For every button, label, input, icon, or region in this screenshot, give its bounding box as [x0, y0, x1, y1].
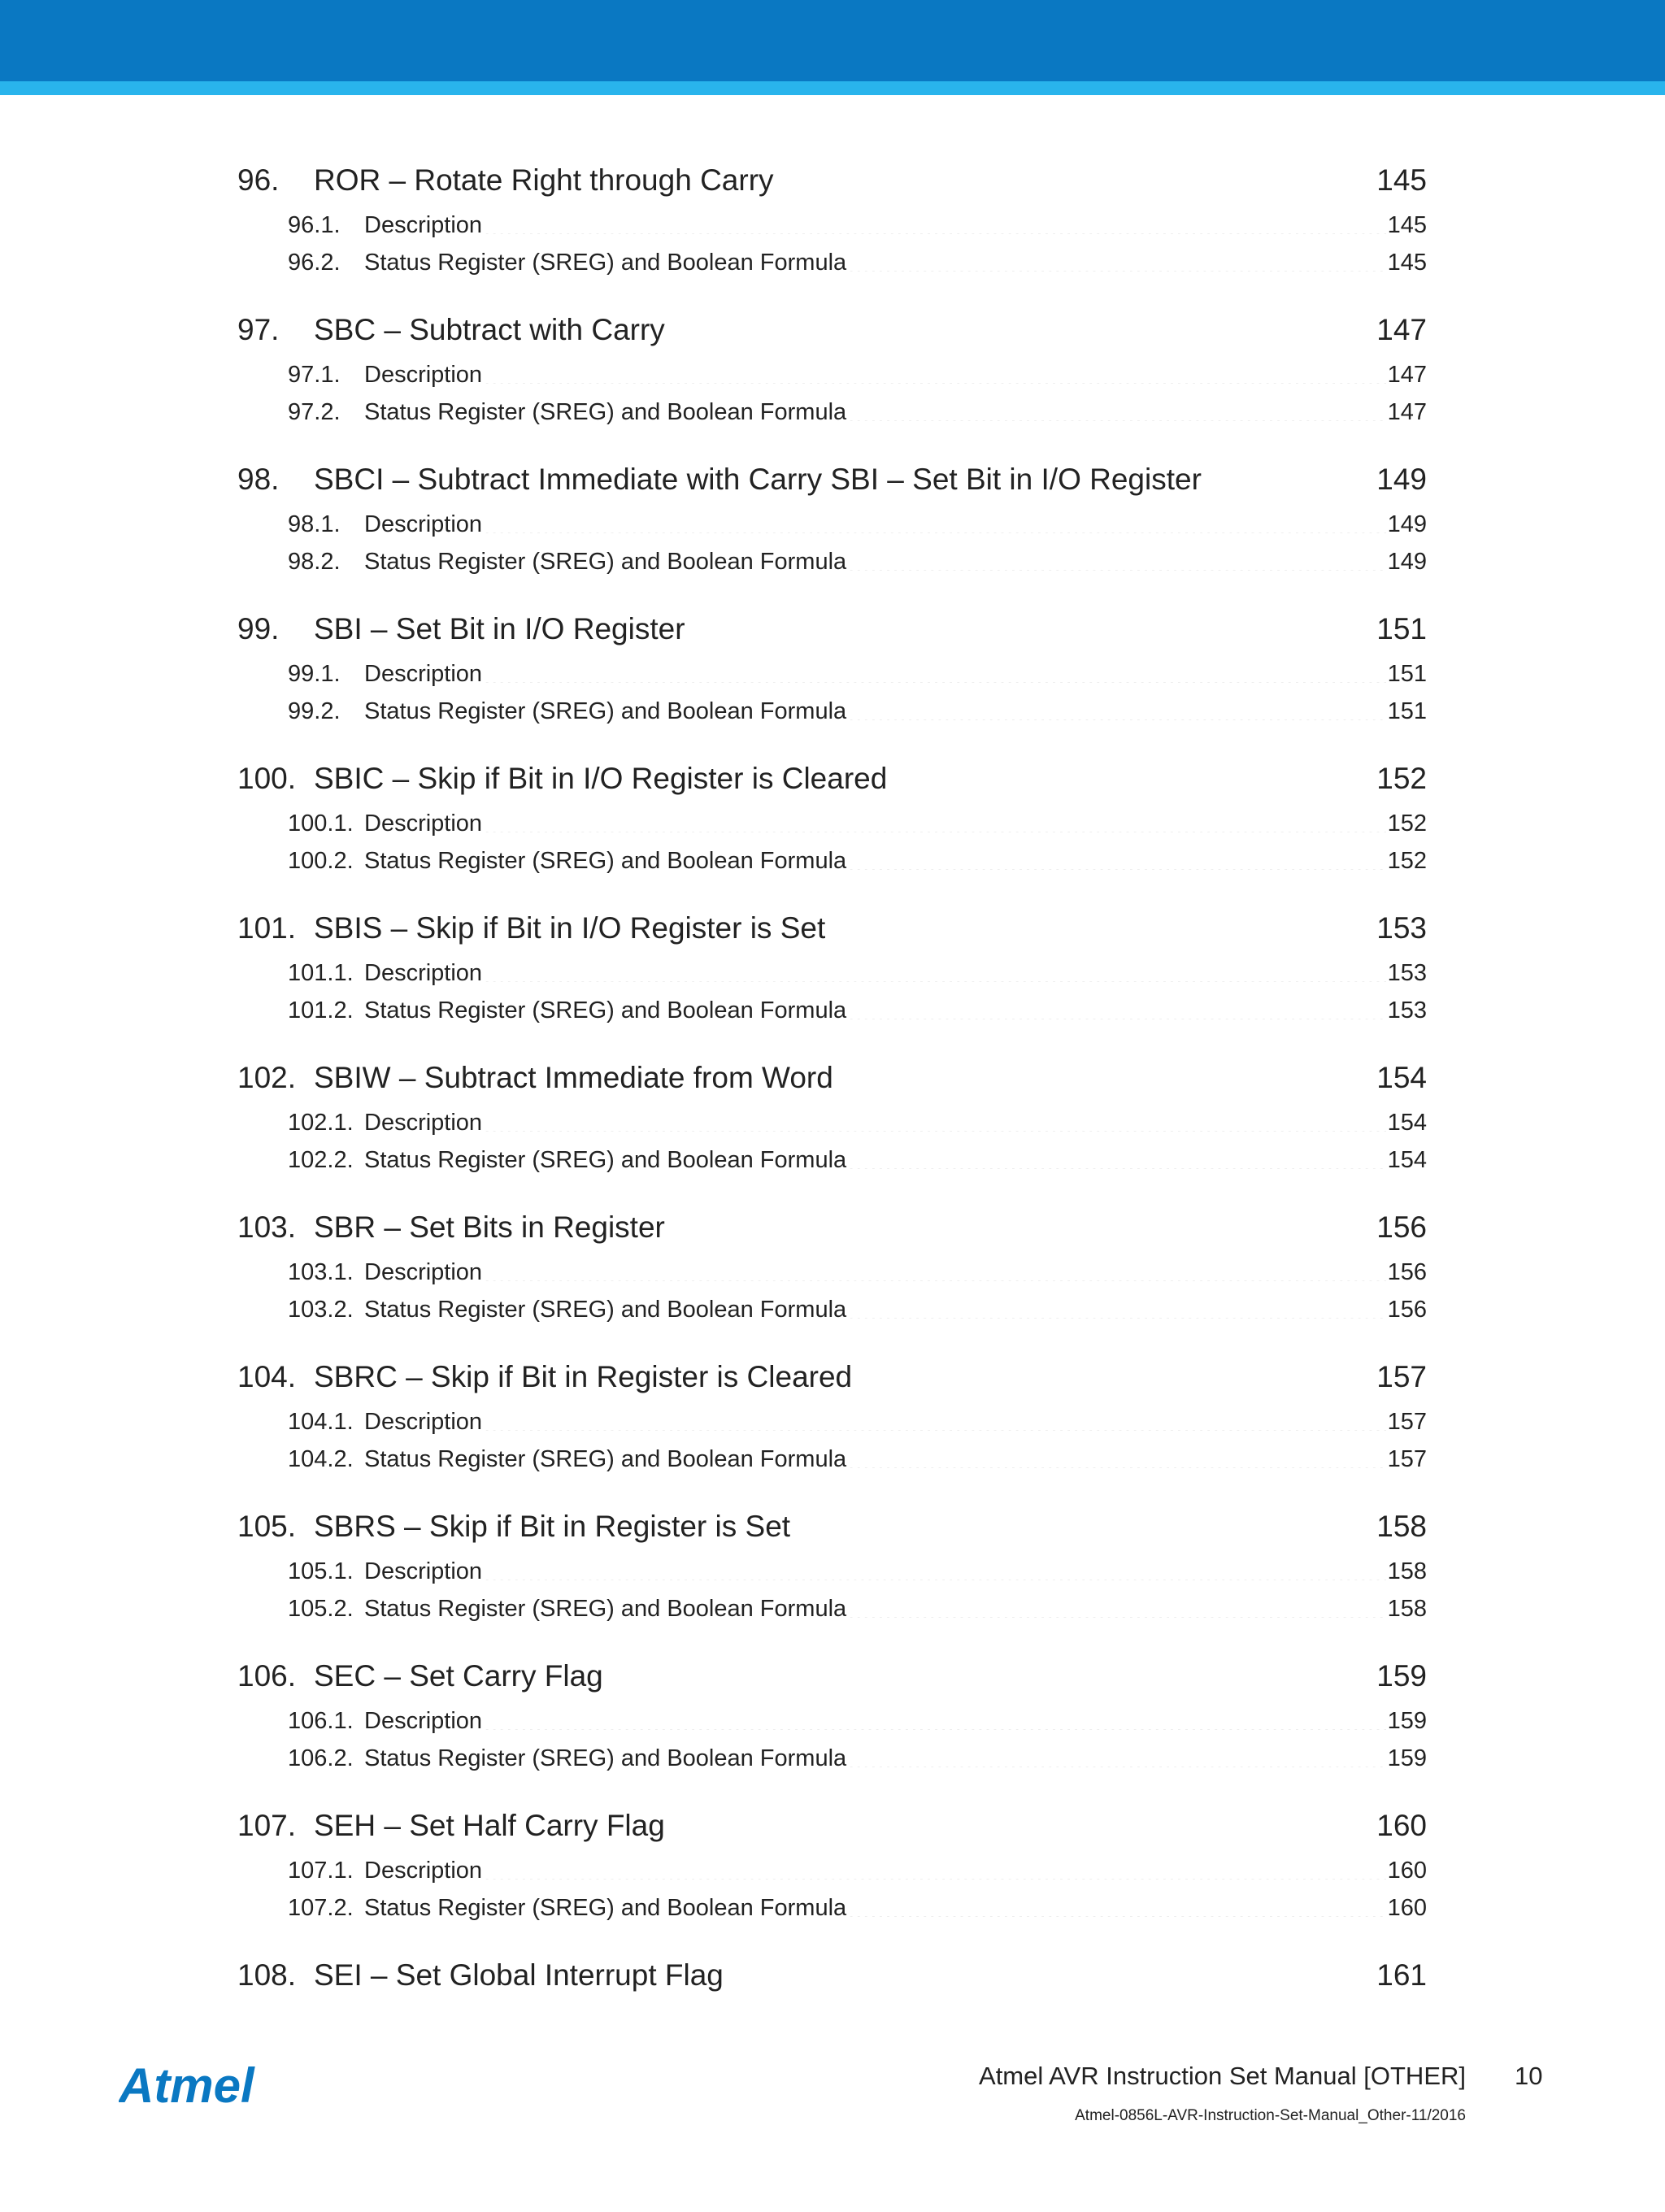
toc-entry-title: SBRC – Skip if Bit in Register is Cleared: [314, 1360, 853, 1393]
toc-entry[interactable]: [237, 902, 1427, 954]
toc-subentry-number: 98.1.: [288, 511, 341, 537]
toc-subentry-title: Status Register (SREG) and Boolean Formula: [364, 1446, 847, 1472]
toc-entry-title: SEI – Set Global Interrupt Flag: [314, 1958, 724, 1992]
dot-leader: [848, 1295, 1385, 1319]
dot-leader: [484, 1706, 1386, 1730]
toc-subentry[interactable]: [237, 543, 1427, 580]
toc-subentry-number: 103.2.: [288, 1297, 354, 1323]
toc-subentry[interactable]: [237, 693, 1427, 730]
toc-subentry-number: 98.2.: [288, 549, 341, 575]
toc-section: [237, 304, 1427, 454]
toc-subentry-number: 102.1.: [288, 1110, 354, 1136]
toc-entry[interactable]: [237, 603, 1427, 655]
dot-leader: [848, 1594, 1385, 1618]
dot-leader: [848, 1445, 1385, 1468]
toc-subentry-number: 107.1.: [288, 1858, 354, 1884]
toc-entry-number: 103.: [237, 1210, 297, 1244]
toc-subentry-title: Description: [364, 810, 483, 837]
toc-subentry[interactable]: [237, 1141, 1427, 1179]
toc-subentry-page: 145: [1387, 212, 1427, 238]
toc-entry-title: SEC – Set Carry Flag: [314, 1659, 603, 1693]
dot-leader: [725, 1957, 1375, 1987]
toc-subentry-number: 106.1.: [288, 1708, 354, 1734]
dot-leader: [792, 1508, 1375, 1538]
toc-entry-page: 158: [1376, 1510, 1427, 1543]
toc-subentry[interactable]: [237, 1852, 1427, 1889]
toc-subentry-title: Status Register (SREG) and Boolean Formula: [364, 997, 847, 1023]
toc-entry-number: 106.: [237, 1659, 297, 1693]
toc-subentry-title: Description: [364, 1409, 483, 1435]
header-stripe: [0, 81, 1665, 95]
toc-subentry[interactable]: [237, 206, 1427, 244]
toc-section: [237, 1052, 1427, 1202]
dot-leader: [484, 1407, 1386, 1431]
dot-leader: [854, 1358, 1375, 1388]
toc-entry[interactable]: [237, 1949, 1427, 2001]
toc-entry-title: ROR – Rotate Right through Carry: [314, 163, 774, 197]
toc-entry[interactable]: [237, 304, 1427, 356]
toc-entry-page: 161: [1376, 1958, 1427, 1992]
toc-subentry-page: 151: [1387, 698, 1427, 724]
toc-entry-page: 159: [1376, 1659, 1427, 1693]
dot-leader: [484, 211, 1386, 234]
toc-subentry[interactable]: [237, 1254, 1427, 1291]
toc-subentry-title: Description: [364, 362, 483, 388]
toc-subentry-number: 99.2.: [288, 698, 341, 724]
toc-subentry-page: 147: [1387, 362, 1427, 388]
toc-subentry[interactable]: [237, 805, 1427, 842]
toc-subentry-title: Status Register (SREG) and Boolean Formula: [364, 698, 847, 724]
toc-subentry-title: Description: [364, 511, 483, 537]
toc-subentry-page: 157: [1387, 1409, 1427, 1435]
toc-subentry-title: Status Register (SREG) and Boolean Formula: [364, 848, 847, 874]
dot-leader: [827, 910, 1375, 940]
toc-subentry-page: 151: [1387, 661, 1427, 687]
document-id: Atmel-0856L-AVR-Instruction-Set-Manual_Other-11/2016: [1075, 2107, 1466, 2124]
toc-subentry-page: 153: [1387, 960, 1427, 986]
toc-subentry-page: 159: [1387, 1745, 1427, 1771]
toc-subentry[interactable]: [237, 1590, 1427, 1627]
toc-entry-page: 156: [1376, 1210, 1427, 1244]
toc-entry-page: 157: [1376, 1360, 1427, 1393]
toc-entry-number: 105.: [237, 1510, 297, 1543]
toc-subentry-number: 97.1.: [288, 362, 341, 388]
toc-subentry[interactable]: [237, 1553, 1427, 1590]
toc-entry[interactable]: [237, 1052, 1427, 1104]
toc-subentry[interactable]: [237, 655, 1427, 693]
dot-leader: [848, 1145, 1385, 1169]
toc-subentry-title: Description: [364, 960, 483, 986]
toc-subentry[interactable]: [237, 1740, 1427, 1777]
toc-subentry-page: 152: [1387, 848, 1427, 874]
toc-subentry-page: 149: [1387, 511, 1427, 537]
toc-entry[interactable]: [237, 1501, 1427, 1553]
toc-subentry[interactable]: [237, 954, 1427, 992]
toc-entry-number: 98.: [237, 463, 280, 496]
dot-leader: [848, 398, 1385, 421]
dot-leader: [484, 360, 1386, 384]
toc-entry-title: SEH – Set Half Carry Flag: [314, 1809, 665, 1842]
toc-subentry[interactable]: [237, 1403, 1427, 1441]
toc-subentry[interactable]: [237, 992, 1427, 1029]
toc-entry-page: 160: [1376, 1809, 1427, 1842]
dot-leader: [848, 1893, 1385, 1917]
toc-subentry-title: Description: [364, 1708, 483, 1734]
toc-subentry[interactable]: [237, 1104, 1427, 1141]
toc-entry-title: SBI – Set Bit in I/O Register: [314, 612, 685, 645]
toc-subentry-page: 160: [1387, 1895, 1427, 1921]
toc-entry-title: SBC – Subtract with Carry: [314, 313, 665, 346]
toc-subentry-number: 105.1.: [288, 1558, 354, 1584]
toc-subentry-title: Description: [364, 661, 483, 687]
toc-subentry-number: 97.2.: [288, 399, 341, 425]
toc-section: [237, 154, 1427, 304]
toc-subentry-page: 152: [1387, 810, 1427, 837]
dot-leader: [484, 1856, 1386, 1880]
toc-subentry[interactable]: [237, 1889, 1427, 1927]
toc-entry-page: 152: [1376, 762, 1427, 795]
toc-subentry-number: 104.1.: [288, 1409, 354, 1435]
toc-entry[interactable]: [237, 154, 1427, 206]
toc-entry[interactable]: [237, 1650, 1427, 1702]
toc-entry[interactable]: [237, 1351, 1427, 1403]
dot-leader: [484, 510, 1386, 533]
toc-section: [237, 1202, 1427, 1351]
toc-subentry-number: 96.1.: [288, 212, 341, 238]
toc-subentry-title: Status Register (SREG) and Boolean Formula: [364, 1745, 847, 1771]
header-band: [0, 0, 1665, 81]
dot-leader: [667, 1209, 1375, 1239]
toc-entry-title: SBRS – Skip if Bit in Register is Set: [314, 1510, 791, 1543]
dot-leader: [848, 1744, 1385, 1767]
toc-entry[interactable]: [237, 454, 1427, 506]
toc-subentry-number: 104.2.: [288, 1446, 354, 1472]
toc-subentry-page: 149: [1387, 549, 1427, 575]
toc-section: [237, 1501, 1427, 1650]
toc-subentry-number: 101.2.: [288, 997, 354, 1023]
toc-section: [237, 603, 1427, 753]
toc-subentry-number: 103.1.: [288, 1259, 354, 1285]
dot-leader: [484, 958, 1386, 982]
toc-subentry-title: Description: [364, 1110, 483, 1136]
toc-subentry-title: Status Register (SREG) and Boolean Formula: [364, 1297, 847, 1323]
toc-subentry[interactable]: [237, 356, 1427, 393]
dot-leader: [848, 248, 1385, 272]
toc-subentry-title: Description: [364, 1858, 483, 1884]
toc-subentry-page: 159: [1387, 1708, 1427, 1734]
toc-subentry-title: Status Register (SREG) and Boolean Formula: [364, 549, 847, 575]
dot-leader: [1203, 461, 1375, 491]
toc-subentry[interactable]: [237, 393, 1427, 431]
toc-entry-number: 97.: [237, 313, 280, 346]
dot-leader: [848, 996, 1385, 1019]
toc-subentry-number: 105.2.: [288, 1596, 354, 1622]
toc-entry-number: 108.: [237, 1958, 297, 1992]
toc-entry-title: SBCI – Subtract Immediate with Carry SBI – Set Bit in I/O Register: [314, 463, 1202, 496]
toc-subentry-page: 153: [1387, 997, 1427, 1023]
toc-subentry-title: Description: [364, 1259, 483, 1285]
toc-subentry-page: 157: [1387, 1446, 1427, 1472]
toc-entry-page: 145: [1376, 163, 1427, 197]
toc-subentry-page: 156: [1387, 1297, 1427, 1323]
toc-subentry-number: 106.2.: [288, 1745, 354, 1771]
dot-leader: [889, 760, 1375, 790]
dot-leader: [835, 1059, 1375, 1089]
dot-leader: [667, 311, 1375, 341]
toc-subentry[interactable]: [237, 244, 1427, 281]
toc-subentry-title: Status Register (SREG) and Boolean Formula: [364, 1895, 847, 1921]
toc-entry[interactable]: [237, 1800, 1427, 1852]
dot-leader: [484, 1108, 1386, 1132]
toc-subentry-page: 154: [1387, 1147, 1427, 1173]
dot-leader: [667, 1807, 1375, 1837]
toc-entry-number: 99.: [237, 612, 280, 645]
dot-leader: [484, 1258, 1386, 1281]
page-number: 10: [1515, 2062, 1543, 2090]
dot-leader: [687, 611, 1376, 641]
toc-section: [237, 454, 1427, 603]
table-of-contents: [237, 154, 1427, 2099]
toc-subentry-number: 102.2.: [288, 1147, 354, 1173]
toc-subentry-page: 156: [1387, 1259, 1427, 1285]
toc-entry-number: 101.: [237, 911, 297, 945]
toc-section: [237, 1650, 1427, 1800]
toc-entry-number: 100.: [237, 762, 297, 795]
toc-entry-page: 154: [1376, 1061, 1427, 1094]
toc-section: [237, 753, 1427, 902]
toc-entry[interactable]: [237, 753, 1427, 805]
toc-subentry-page: 145: [1387, 250, 1427, 276]
toc-subentry[interactable]: [237, 842, 1427, 880]
dot-leader: [776, 162, 1376, 192]
manual-title: Atmel AVR Instruction Set Manual [OTHER]: [979, 2062, 1466, 2090]
toc-entry-number: 107.: [237, 1809, 297, 1842]
dot-leader: [605, 1658, 1376, 1688]
toc-subentry[interactable]: [237, 1441, 1427, 1478]
toc-entry-title: SBIC – Skip if Bit in I/O Register is Cleared: [314, 762, 888, 795]
toc-subentry-page: 147: [1387, 399, 1427, 425]
toc-section: [237, 902, 1427, 1052]
toc-entry[interactable]: [237, 1202, 1427, 1254]
atmel-logo: [119, 2057, 281, 2114]
toc-subentry-title: Status Register (SREG) and Boolean Formula: [364, 399, 847, 425]
toc-entry-number: 96.: [237, 163, 280, 197]
toc-entry-number: 102.: [237, 1061, 297, 1094]
toc-subentry-title: Description: [364, 212, 483, 238]
toc-subentry-number: 99.1.: [288, 661, 341, 687]
toc-entry-number: 104.: [237, 1360, 297, 1393]
dot-leader: [484, 1557, 1386, 1580]
toc-subentry-page: 158: [1387, 1558, 1427, 1584]
toc-entry-page: 147: [1376, 313, 1427, 346]
toc-subentry-title: Description: [364, 1558, 483, 1584]
toc-entry-page: 153: [1376, 911, 1427, 945]
toc-entry-title: SBIS – Skip if Bit in I/O Register is Set: [314, 911, 826, 945]
toc-subentry-page: 160: [1387, 1858, 1427, 1884]
toc-entry-title: SBIW – Subtract Immediate from Word: [314, 1061, 833, 1094]
toc-entry-page: 149: [1376, 463, 1427, 496]
toc-subentry-title: Status Register (SREG) and Boolean Formula: [364, 250, 847, 276]
dot-leader: [484, 809, 1386, 832]
toc-subentry-number: 100.1.: [288, 810, 354, 837]
toc-entry-title: SBR – Set Bits in Register: [314, 1210, 665, 1244]
toc-subentry-title: Status Register (SREG) and Boolean Formula: [364, 1147, 847, 1173]
toc-subentry[interactable]: [237, 1291, 1427, 1328]
atmel-logo-wordmark: Atmel: [119, 2058, 254, 2113]
toc-subentry-number: 101.1.: [288, 960, 354, 986]
dot-leader: [848, 547, 1385, 571]
toc-subentry-number: 100.2.: [288, 848, 354, 874]
toc-entry-page: 151: [1376, 612, 1427, 645]
toc-subentry-page: 154: [1387, 1110, 1427, 1136]
dot-leader: [848, 697, 1385, 720]
dot-leader: [848, 846, 1385, 870]
toc-subentry-number: 96.2.: [288, 250, 341, 276]
toc-subentry-title: Status Register (SREG) and Boolean Formula: [364, 1596, 847, 1622]
toc-subentry[interactable]: [237, 506, 1427, 543]
toc-subentry[interactable]: [237, 1702, 1427, 1740]
toc-section: [237, 1800, 1427, 1949]
toc-section: [237, 1351, 1427, 1501]
toc-subentry-page: 158: [1387, 1596, 1427, 1622]
dot-leader: [484, 659, 1386, 683]
toc-subentry-number: 107.2.: [288, 1895, 354, 1921]
